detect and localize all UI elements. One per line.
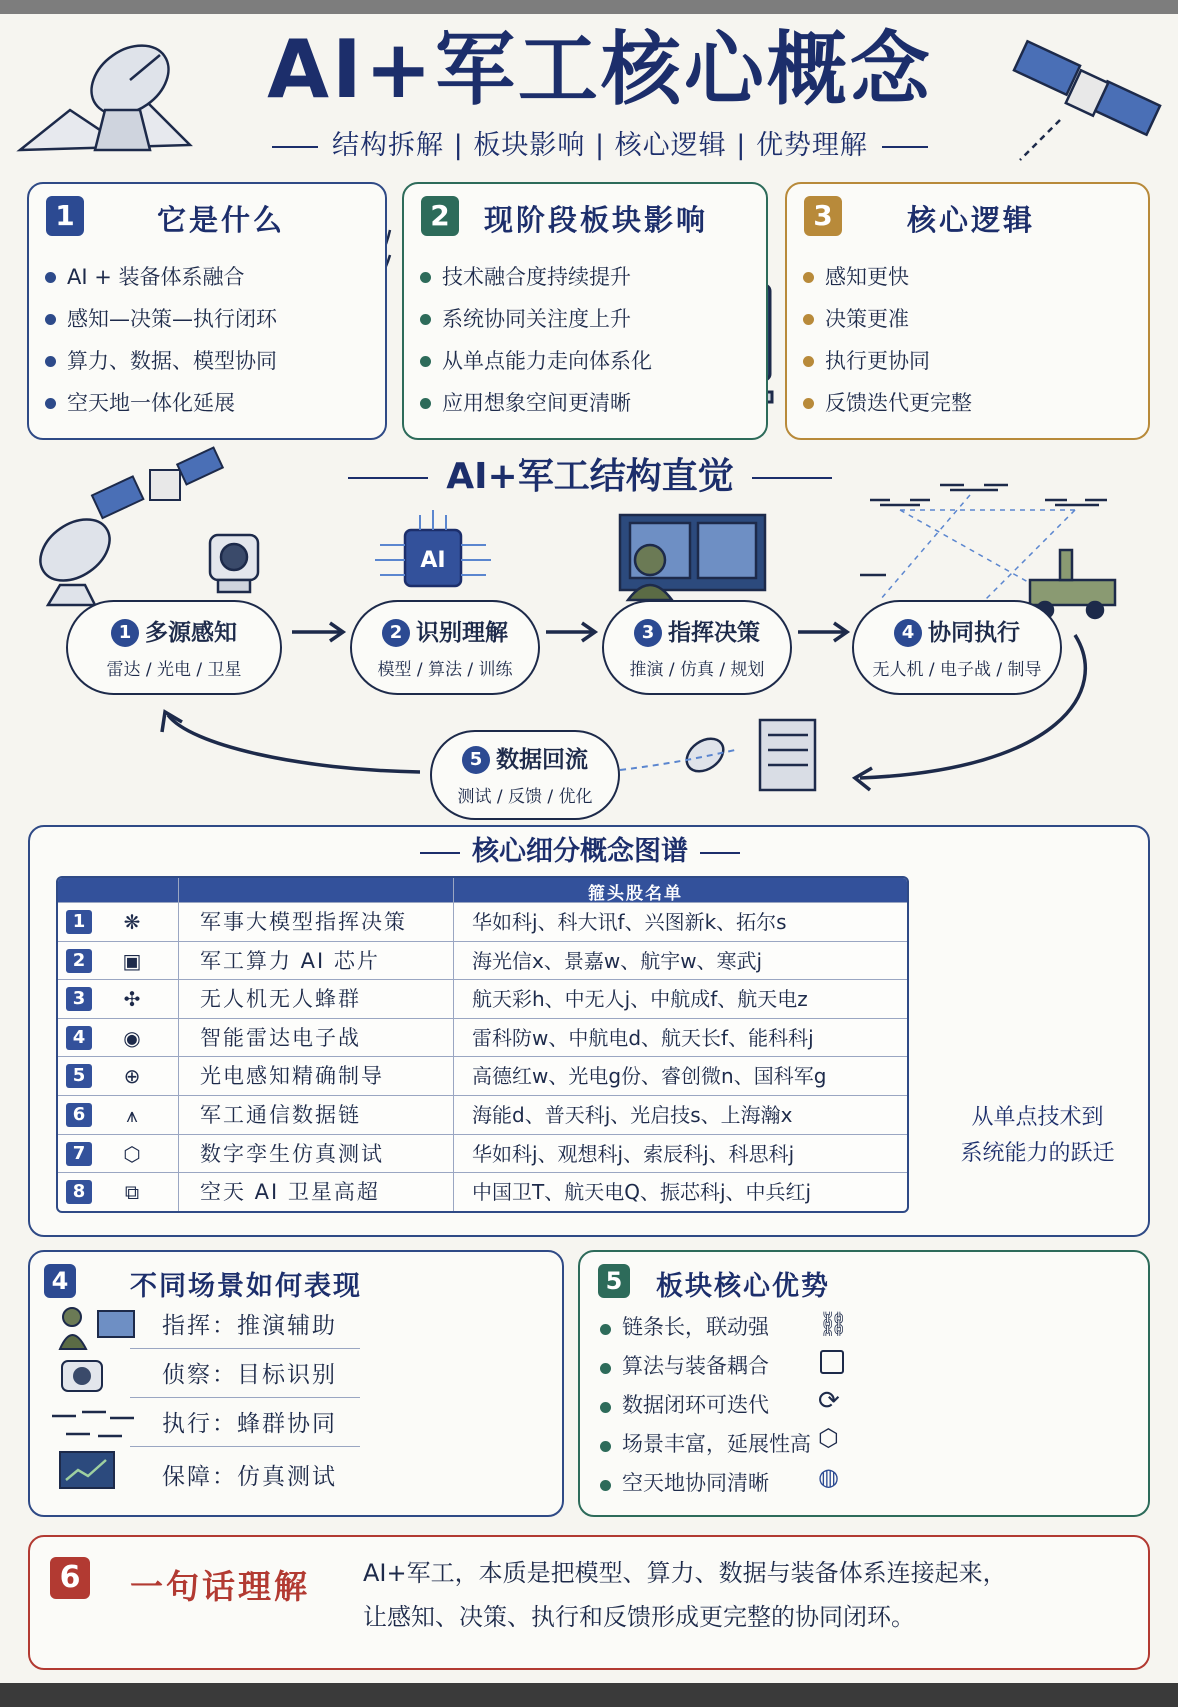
list-item: 数据闭环可迭代 <box>600 1386 811 1425</box>
flow-node-understanding: 2 识别理解 模型 / 算法 / 训练 <box>350 600 540 695</box>
page-subtitle: 结构拆解 | 板块影响 | 核心逻辑 | 优势理解 <box>250 126 950 166</box>
concept-name: 数字孪生仿真测试 <box>200 1141 384 1166</box>
target-icon: ⊕ <box>123 1064 141 1089</box>
list-item: 算法与装备耦合 <box>600 1347 811 1386</box>
antenna-icon: ⩚ <box>126 1102 138 1127</box>
bullet-list <box>45 256 277 424</box>
satellite-dish-icon <box>20 31 190 150</box>
table-row <box>58 1095 907 1134</box>
cycle-icon: ⟳ <box>818 1386 840 1416</box>
scenario-recon: 侦察：目标识别 <box>162 1362 337 1388</box>
satellite-icon: ⧉ <box>124 1180 140 1205</box>
card-title: 不同场景如何表现 <box>130 1271 362 1302</box>
advantage-list <box>600 1308 811 1503</box>
stock-list: 中国卫T、航天电Q、振芯科j、中兵红j <box>472 1180 812 1205</box>
concept-name: 空天 AI 卫星高超 <box>200 1180 380 1205</box>
row-number: 8 <box>66 1180 92 1204</box>
cube-icon: ⬡ <box>818 1424 839 1452</box>
cube-icon: ⬡ <box>123 1141 141 1166</box>
missile-truck-icon <box>1030 550 1115 618</box>
card-number: 2 <box>421 196 459 236</box>
row-number: 5 <box>66 1064 92 1088</box>
stock-list: 华如科j、科大讯f、兴图新k、拓尔s <box>472 910 787 934</box>
concept-name: 光电感知精确制导 <box>200 1064 384 1089</box>
card-number: 3 <box>804 196 842 236</box>
bullet-list <box>420 256 652 424</box>
list-item: 空天地协同清晰 <box>600 1464 811 1503</box>
row-number: 1 <box>66 910 92 934</box>
card-title: 它是什么 <box>157 203 286 237</box>
list-item: 技术融合度持续提升 <box>420 256 652 298</box>
server-rack-icon <box>681 720 815 790</box>
camera-icon <box>210 535 258 592</box>
list-item: 感知更快 <box>803 256 972 298</box>
brain-icon: ❋ <box>123 910 141 934</box>
scenario-command: 指挥：推演辅助 <box>162 1313 337 1339</box>
list-item: 空天地一体化延展 <box>45 382 277 424</box>
chip-icon: ▣ <box>122 948 142 973</box>
card-sector-impact <box>402 182 768 440</box>
bullet-list <box>803 256 972 424</box>
table-row <box>58 1018 907 1057</box>
globe-icon: ◍ <box>818 1463 839 1491</box>
concept-name: 军事大模型指挥决策 <box>200 910 407 934</box>
list-item: 反馈迭代更完整 <box>803 382 972 424</box>
list-item: 从单点能力走向体系化 <box>420 340 652 382</box>
concept-name: 智能雷达电子战 <box>200 1025 361 1050</box>
list-item: AI + 装备体系融合 <box>45 256 277 298</box>
card-one-sentence <box>28 1535 1150 1670</box>
list-item: 场景丰富，延展性高 <box>600 1425 811 1464</box>
scenario-icon-commander <box>58 1305 138 1350</box>
list-item: 感知—决策—执行闭环 <box>45 298 277 340</box>
flow-node-data-loop: 5 数据回流 测试 / 反馈 / 优化 <box>430 730 620 820</box>
row-number: 4 <box>66 1026 92 1050</box>
row-number: 6 <box>66 1103 92 1127</box>
table-row <box>58 979 907 1018</box>
list-item: 执行更协同 <box>803 340 972 382</box>
table-row <box>58 1056 907 1095</box>
row-number: 3 <box>66 987 92 1011</box>
stock-list: 航天彩h、中无人j、中航成f、航天电z <box>472 987 808 1012</box>
scenario-icon-drones <box>48 1404 138 1444</box>
table-row <box>58 1172 907 1211</box>
card-advantages <box>578 1250 1150 1517</box>
stock-list: 雷科防w、中航电d、航天长f、能科科j <box>472 1025 814 1050</box>
card-title: 板块核心优势 <box>656 1271 830 1302</box>
flow-node-decision: 3 指挥决策 推演 / 仿真 / 规划 <box>602 600 792 695</box>
table-row <box>58 941 907 980</box>
list-item: 系统协同关注度上升 <box>420 298 652 340</box>
side-note: 从单点技术到 系统能力的跃迁 <box>960 1105 1115 1166</box>
card-number: 5 <box>598 1264 630 1298</box>
drone-icon: ✣ <box>123 987 141 1012</box>
row-number: 2 <box>66 949 92 973</box>
card-number: 1 <box>46 196 84 236</box>
scenario-execution: 执行：蜂群协同 <box>162 1411 337 1437</box>
card-what-is-it <box>27 182 387 440</box>
list-item: 应用想象空间更清晰 <box>420 382 652 424</box>
flow-chip-label: AI <box>420 548 446 573</box>
flow-node-sensing: 1 多源感知 雷达 / 光电 / 卫星 <box>66 600 282 695</box>
concept-map-title: 核心细分概念图谱 <box>360 833 800 871</box>
card-number: 6 <box>50 1557 90 1599</box>
flow-node-execution: 4 协同执行 无人机 / 电子战 / 制导 <box>852 600 1062 695</box>
radar-icon: ◉ <box>123 1025 141 1050</box>
satellite-icon <box>1014 41 1160 160</box>
list-item: 链条长，联动强 <box>600 1308 811 1347</box>
table-header: 箍头股名单 <box>58 878 907 902</box>
list-item: 算力、数据、模型协同 <box>45 340 277 382</box>
summary-text: AI+军工，本质是把模型、算力、数据与装备体系连接起来， 让感知、决策、执行和反馈形成更完整的协同闭环。 <box>363 1559 1007 1631</box>
ground-radar-icon <box>29 507 121 605</box>
flow-satellite-icon <box>92 448 223 519</box>
concept-name: 无人机无人蜂群 <box>200 987 361 1012</box>
card-title: 一句话理解 <box>130 1567 310 1606</box>
scenario-icon-chart <box>58 1450 118 1495</box>
table-row <box>58 1134 907 1173</box>
card-title: 现阶段板块影响 <box>484 203 709 237</box>
scenario-support: 保障：仿真测试 <box>162 1464 337 1490</box>
concept-name: 军工算力 AI 芯片 <box>200 948 380 973</box>
concept-name: 军工通信数据链 <box>200 1102 361 1127</box>
chain-icon: ⛓ <box>818 1310 849 1338</box>
flow-section-title: AI+军工结构直觉 <box>300 452 880 502</box>
card-core-logic <box>785 182 1150 440</box>
page-title: AI+军工核心概念 <box>267 23 933 116</box>
row-number: 7 <box>66 1142 92 1166</box>
commander-console-icon <box>620 515 765 600</box>
chip-icon <box>820 1350 844 1374</box>
scenario-icon-camera <box>58 1355 113 1400</box>
stock-list: 海能d、普天科j、光启技s、上海瀚x <box>472 1102 793 1127</box>
card-number: 4 <box>44 1264 76 1298</box>
table-row <box>58 902 907 941</box>
stock-list: 海光信x、景嘉w、航宇w、寒武j <box>472 948 763 973</box>
list-item: 决策更准 <box>803 298 972 340</box>
concept-table <box>56 876 909 1213</box>
card-title: 核心逻辑 <box>907 203 1036 237</box>
stock-list: 高德红w、光电g份、睿创微n、国科军g <box>472 1064 827 1089</box>
stock-list: 华如科j、观想科j、索辰科j、科思科j <box>472 1141 795 1166</box>
